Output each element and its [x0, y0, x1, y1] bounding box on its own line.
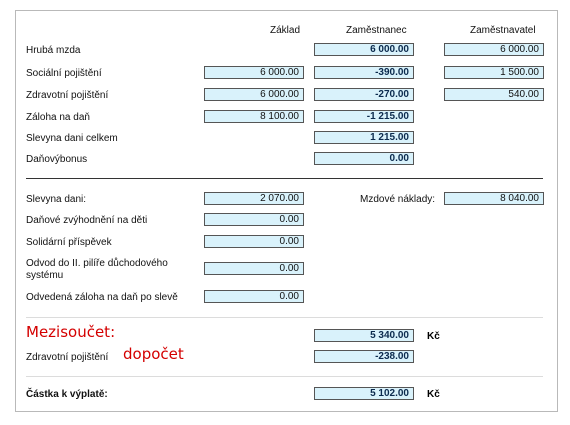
slevy-na-dani-field[interactable]: 2 070.00: [204, 192, 304, 205]
zaloha-zaklad-field[interactable]: 8 100.00: [204, 110, 304, 123]
slevy-celkem-field[interactable]: 1 215.00: [314, 131, 414, 144]
zdravotni-dopocet-field[interactable]: -238.00: [314, 350, 414, 363]
castka-k-vyplate-field[interactable]: 5 102.00: [314, 387, 414, 400]
socialni-zaklad-field[interactable]: 6 000.00: [204, 66, 304, 79]
label-castka-k-vyplate: Částka k výplatě:: [26, 389, 108, 400]
header-zamestnanec: Zaměstnanec: [346, 25, 407, 36]
divider-light-1: [26, 317, 543, 318]
label-solidarni-prispevek: Solidární příspěvek: [26, 237, 112, 248]
solidarni-prispevek-field[interactable]: 0.00: [204, 235, 304, 248]
mezisoucet-field[interactable]: 5 340.00: [314, 329, 414, 342]
socialni-zamestnavatel-field[interactable]: 1 500.00: [444, 66, 544, 79]
currency-label-mezisoucet: Kč: [427, 331, 440, 342]
label-zaloha-na-dan: Záloha na daň: [26, 112, 90, 123]
label-odvod-ii-pilir: Odvod do II. pilíře důchodového systému: [26, 258, 168, 281]
mezisoucet-label: Mezisoučet:: [26, 323, 116, 341]
header-zamestnavatel: Zaměstnavatel: [470, 25, 536, 36]
zdravotni-zaklad-field[interactable]: 6 000.00: [204, 88, 304, 101]
zdravotni-zamestnanec-field[interactable]: -270.00: [314, 88, 414, 101]
label-zdravotni-dopocet: Zdravotní pojištění: [26, 352, 109, 363]
dopocet-label: dopočet: [123, 345, 184, 363]
mzdove-naklady-field[interactable]: 8 040.00: [444, 192, 544, 205]
divider-light-2: [26, 376, 543, 377]
label-slevy-na-dani: Slevyna dani:: [26, 194, 87, 205]
zdravotni-zamestnavatel-field[interactable]: 540.00: [444, 88, 544, 101]
label-mzdove-naklady: Mzdové náklady:: [360, 194, 436, 205]
label-danove-zvyhodneni: Daňové zvýhodnění na děti: [26, 215, 148, 226]
label-hruba-mzda: Hrubá mzda: [26, 45, 81, 56]
label-zdravotni-pojisteni: Zdravotní pojištění: [26, 90, 109, 101]
hruba-mzda-zamestnavatel-field[interactable]: 6 000.00: [444, 43, 544, 56]
hruba-mzda-zamestnanec-field[interactable]: 6 000.00: [314, 43, 414, 56]
socialni-zamestnanec-field[interactable]: -390.00: [314, 66, 414, 79]
zaloha-zamestnanec-field[interactable]: -1 215.00: [314, 110, 414, 123]
odvedena-zaloha-field[interactable]: 0.00: [204, 290, 304, 303]
section-divider: [26, 178, 543, 179]
label-danovy-bonus: Daňovýbonus: [26, 154, 88, 165]
header-zaklad: Základ: [270, 25, 301, 36]
danovy-bonus-field[interactable]: 0.00: [314, 152, 414, 165]
label-odvedena-zaloha: Odvedená záloha na daň po slevě: [26, 292, 178, 303]
odvod-ii-pilir-field[interactable]: 0.00: [204, 262, 304, 275]
label-socialni-pojisteni: Sociální pojištění: [26, 68, 102, 79]
label-slevy-celkem: Slevyna dani celkem: [26, 133, 118, 144]
danove-zvyhodneni-field[interactable]: 0.00: [204, 213, 304, 226]
currency-label-castka: Kč: [427, 389, 440, 400]
